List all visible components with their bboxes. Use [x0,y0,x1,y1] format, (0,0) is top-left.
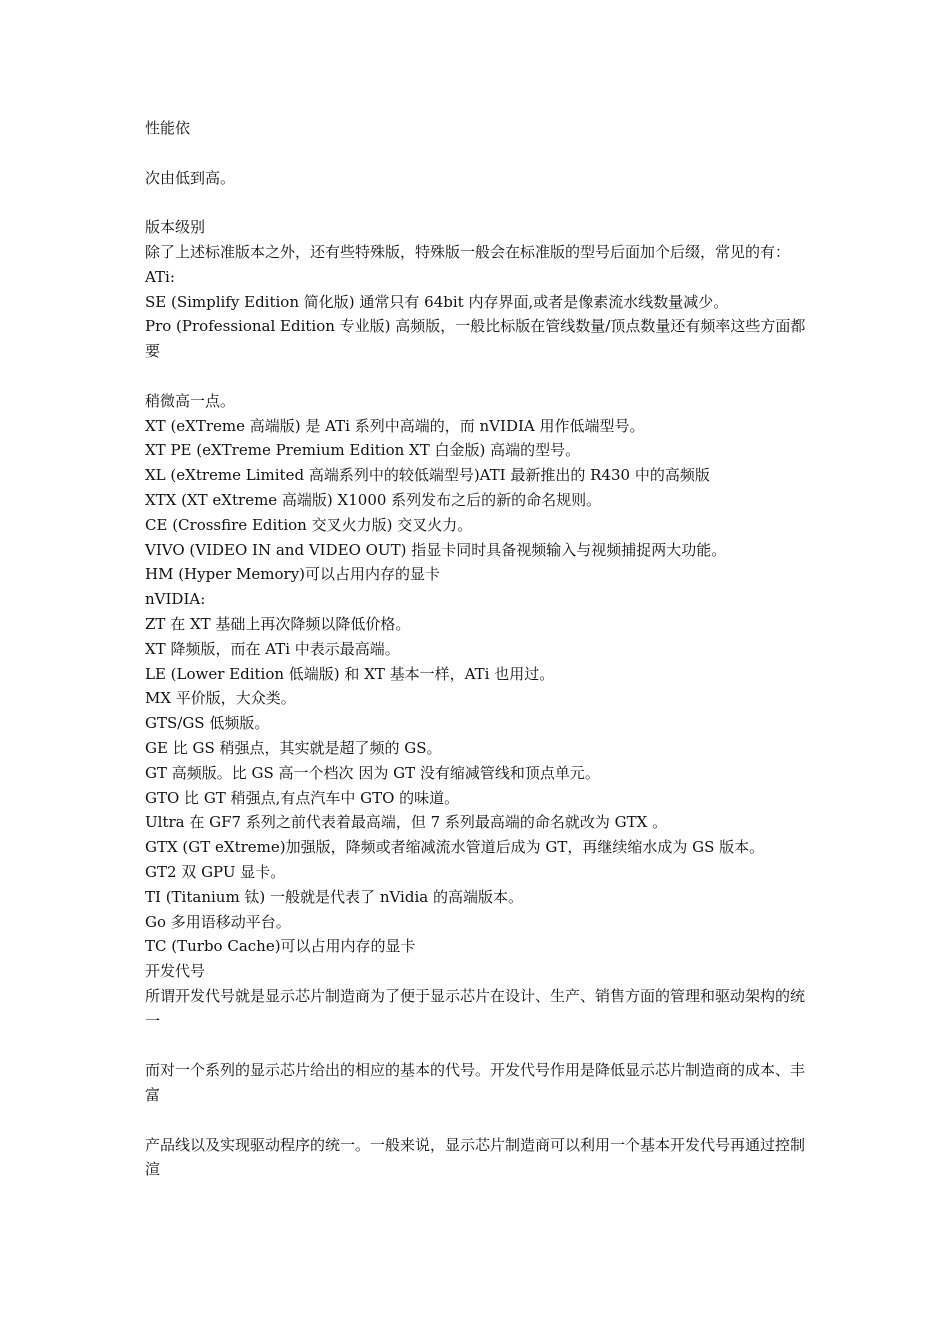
text-line: Go 多用语移动平台。 [145,912,291,931]
text-line: MX 平价版，大众类。 [145,689,296,708]
text-line: XL (eXtreme Limited 高端系列中的较低端型号)ATI 最新推出的 R430 中的高频版 [145,466,710,485]
subheading-nvidia: nVIDIA: [145,590,206,609]
text-line: 而对一个系列的显示芯片给出的相应的基本的代号。开发代号作用是降低显示芯片制造商的成本、丰富 [145,1061,806,1105]
text-line: TC (Turbo Cache)可以占用内存的显卡 [145,937,416,956]
blank-line [145,364,811,389]
document-body [145,116,811,1182]
text-line: 除了上述标准版本之外，还有些特殊版，特殊版一般会在标准版的型号后面加个后缀，常见的有： [145,242,791,261]
section-heading-version-level: 版本级别 [145,218,206,237]
text-line: 次由低到高。 [145,168,236,187]
text-line: 稍微高一点。 [145,391,236,410]
text-line: XTX (XT eXtreme 高端版) X1000 系列发布之后的新的命名规则。 [145,490,602,509]
text-line: XT (eXTreme 高端版) 是 ATi 系列中高端的，而 nVIDIA 用作低端型号。 [145,416,645,435]
text-line: VIVO (VIDEO IN and VIDEO OUT) 指显卡同时具备视频输入与视频捕捉两大功能。 [145,540,727,559]
blank-line [145,1033,811,1058]
text-line: HM (Hyper Memory)可以占用内存的显卡 [145,565,441,584]
text-line: 性能依 [145,119,191,137]
blank-line [145,1108,811,1133]
text-line: SE (Simplify Edition 简化版) 通常只有 64bit 内存界面,或者是像素流水线数量减少。 [145,292,729,311]
text-line: CE (Crossfire Edition 交叉火力版) 交叉火力。 [145,515,473,534]
text-line: GTO 比 GT 稍强点,有点汽车中 GTO 的味道。 [145,788,460,807]
text-line: Pro (Professional Edition 专业版) 高频版，一般比标版在管线数量/顶点数量还有频率这些方面都要 [145,317,806,361]
text-line: GTS/GS 低频版。 [145,714,270,733]
subheading-ati: ATi: [145,267,175,286]
text-line: XT 降频版，而在 ATi 中表示最高端。 [145,639,400,658]
text-line: XT PE (eXTreme Premium Edition XT 白金版) 高端的型号。 [145,441,581,460]
section-heading-codename: 开发代号 [145,962,206,981]
text-line: TI (Titanium 钛) 一般就是代表了 nVidia 的高端版本。 [145,887,523,906]
text-line: GE 比 GS 稍强点，其实就是超了频的 GS。 [145,738,442,757]
text-line: LE (Lower Edition 低端版) 和 XT 基本一样，ATi 也用过。 [145,664,555,683]
text-line: GT2 双 GPU 显卡。 [145,862,286,881]
blank-line [145,190,811,215]
text-line: ZT 在 XT 基础上再次降频以降低价格。 [145,614,411,633]
text-line: GTX (GT eXtreme)加强版，降频或者缩减流水管道后成为 GT，再继续缩水成为 GS 版本。 [145,838,765,857]
text-line: Ultra 在 GF7 系列之前代表着最高端，但 7 系列最高端的命名就改为 GTX 。 [145,813,668,832]
text-line: 所谓开发代号就是显示芯片制造商为了便于显示芯片在设计、生产、销售方面的管理和驱动架构的统一 [145,986,806,1030]
text-line: 产品线以及实现驱动程序的统一。一般来说，显示芯片制造商可以利用一个基本开发代号再通过控制渲 [145,1135,806,1179]
blank-line [145,141,811,166]
text-line: GT 高频版。比 GS 高一个档次 因为 GT 没有缩减管线和顶点单元。 [145,763,600,782]
